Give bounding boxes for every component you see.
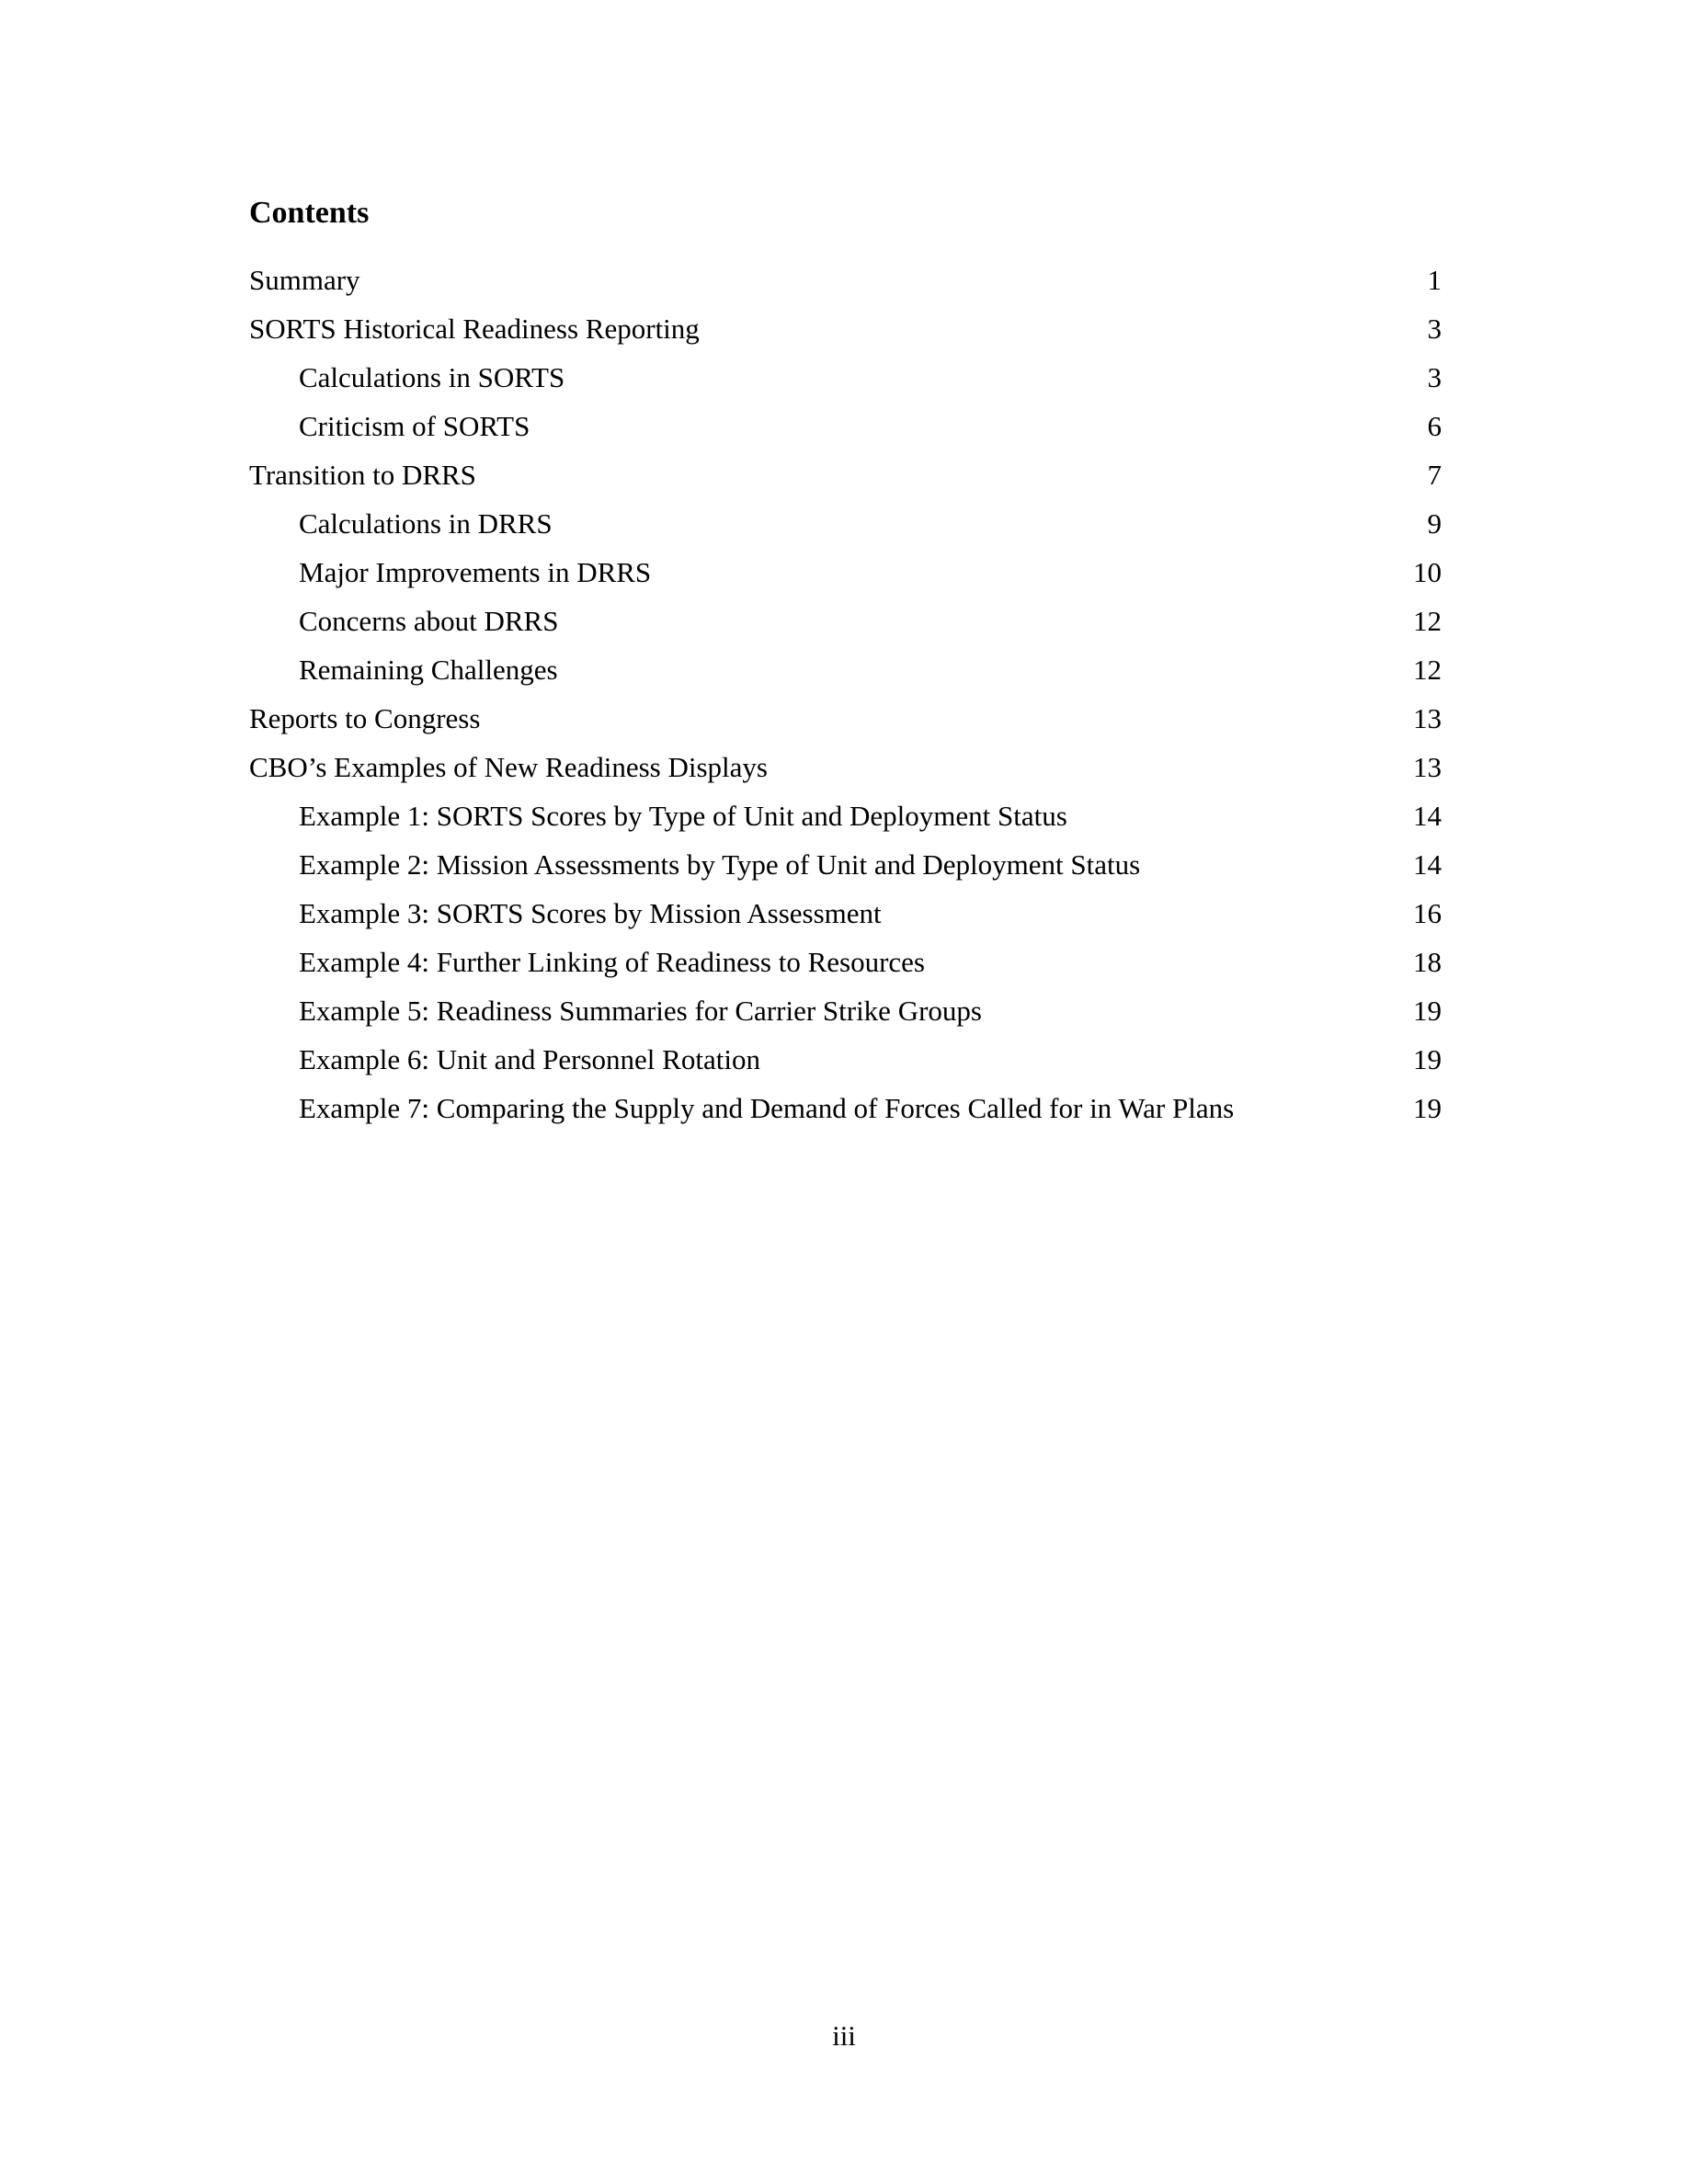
toc-entry[interactable] [249, 645, 1442, 694]
toc-entry-label: Example 3: SORTS Scores by Mission Assessment [299, 897, 882, 929]
toc-entry-label: Example 7: Comparing the Supply and Demand of Forces Called for in War Plans [299, 1092, 1235, 1124]
toc-entry-page: 19 [1413, 995, 1442, 1027]
toc-entry[interactable] [249, 450, 1442, 499]
toc-entry-label: Example 1: SORTS Scores by Type of Unit and Deployment Status [299, 800, 1067, 832]
toc-entry-page: 19 [1413, 1043, 1442, 1075]
toc-entry-page: 1 [1427, 264, 1442, 296]
toc-entry-page: 14 [1413, 848, 1442, 881]
toc-entry[interactable] [249, 402, 1442, 450]
toc-entry-label: Summary [249, 264, 360, 296]
toc-entry-label: Major Improvements in DRRS [299, 556, 652, 588]
toc-entry[interactable] [249, 1084, 1442, 1132]
toc-entry-page: 10 [1413, 556, 1442, 588]
toc-entry[interactable] [249, 597, 1442, 645]
toc-entry-page: 3 [1427, 361, 1442, 393]
toc-entry-page: 6 [1427, 410, 1442, 442]
table-of-contents [249, 256, 1442, 1132]
toc-entry[interactable] [249, 353, 1442, 402]
toc-entry-page: 13 [1413, 751, 1442, 783]
toc-entry[interactable] [249, 548, 1442, 597]
toc-entry[interactable] [249, 499, 1442, 548]
toc-entry[interactable] [249, 938, 1442, 986]
toc-entry-page: 12 [1413, 654, 1442, 686]
toc-entry-label: Example 4: Further Linking of Readiness to Resources [299, 946, 926, 978]
toc-entry[interactable] [249, 1035, 1442, 1084]
toc-entry-label: Reports to Congress [249, 702, 481, 734]
toc-entry-label: Concerns about DRRS [299, 605, 559, 637]
toc-entry-label: Example 2: Mission Assessments by Type of Unit and Deployment Status [299, 848, 1141, 881]
toc-entry-page: 19 [1413, 1092, 1442, 1124]
toc-entry-label: SORTS Historical Readiness Reporting [249, 313, 700, 345]
toc-entry[interactable] [249, 791, 1442, 840]
toc-entry-label: CBO’s Examples of New Readiness Displays [249, 751, 768, 783]
toc-entry-label: Criticism of SORTS [299, 410, 530, 442]
toc-entry[interactable] [249, 840, 1442, 889]
toc-entry-label: Remaining Challenges [299, 654, 558, 686]
toc-entry-label: Calculations in DRRS [299, 507, 553, 540]
toc-entry-label: Example 6: Unit and Personnel Rotation [299, 1043, 760, 1075]
toc-entry[interactable] [249, 304, 1442, 353]
toc-entry-page: 13 [1413, 702, 1442, 734]
toc-entry-page: 12 [1413, 605, 1442, 637]
toc-entry-label: Transition to DRRS [249, 459, 476, 491]
toc-entry-page: 3 [1427, 313, 1442, 345]
toc-entry[interactable] [249, 256, 1442, 304]
toc-entry-label: Calculations in SORTS [299, 361, 565, 393]
toc-entry-page: 16 [1413, 897, 1442, 929]
contents-heading: Contents [249, 196, 370, 230]
toc-entry[interactable] [249, 743, 1442, 791]
toc-entry[interactable] [249, 889, 1442, 938]
toc-entry[interactable] [249, 986, 1442, 1035]
toc-entry-page: 18 [1413, 946, 1442, 978]
toc-entry-label: Example 5: Readiness Summaries for Carrier Strike Groups [299, 995, 982, 1027]
page-number: iii [832, 2019, 856, 2052]
toc-entry-page: 7 [1427, 459, 1442, 491]
toc-entry[interactable] [249, 694, 1442, 743]
toc-entry-page: 9 [1427, 507, 1442, 540]
toc-entry-page: 14 [1413, 800, 1442, 832]
